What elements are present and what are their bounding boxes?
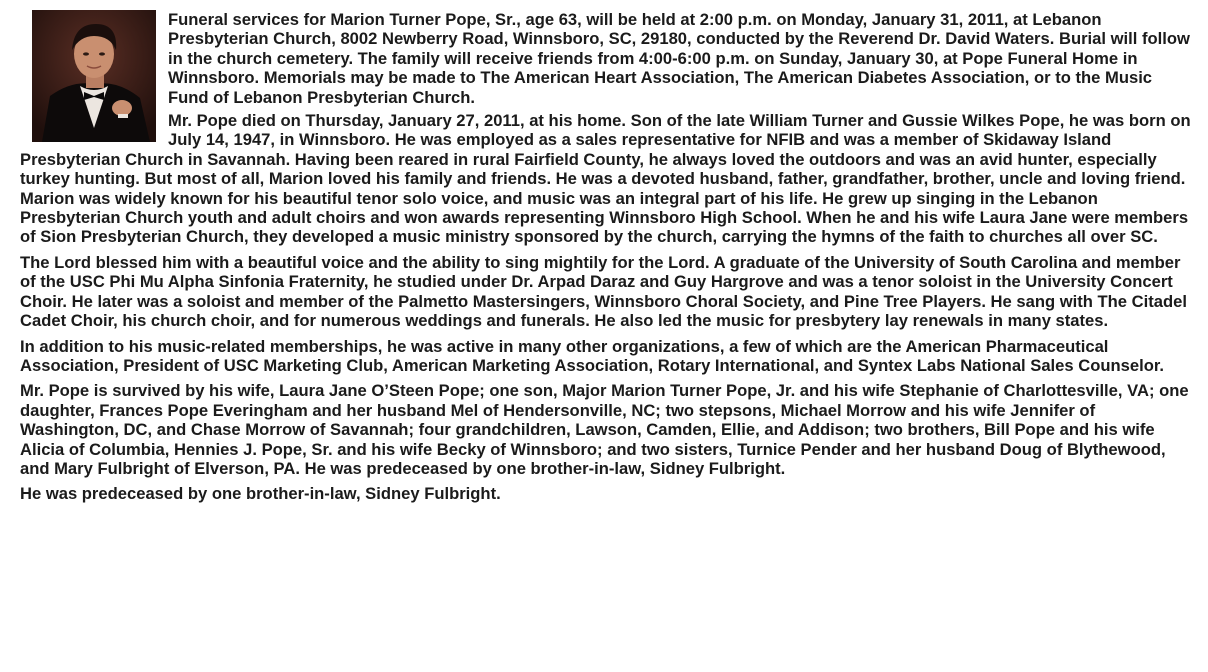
paragraph-music: The Lord blessed him with a beautiful voice and the ability to sing mightily for the Lord. A graduate of the University of South Carolina and member of the USC Phi Mu Alpha Sinfonia Fraternity, he studied under Dr. Arpad Daraz and Guy Hargrove and was a tenor soloist in the University Concert Choir. He later was a soloist and member of the Palmetto Mastersingers, Winnsboro Choral Society, and Pine Tree Players. He sang with The Citadel Cadet Choir, his church choir, and for numerous weddings and funerals. He also led the music for presbytery lay renewals in many states.	[20, 252, 1187, 331]
paragraph-memberships: In addition to his music-related memberships, he was active in many other organizations, a few of which are the American Pharmaceutical Association, President of USC Marketing Club, American Marketing Association, Rotary International, and Syntex Labs National Sales Counselor.	[20, 336, 1164, 375]
paragraph-funeral-services: Funeral services for Marion Turner Pope, Sr., age 63, will be held at 2:00 p.m. on Monday, January 31, 2011, at Lebanon Presbyterian Church, 8002 Newberry Road, Winnsboro, SC, 29180, conducted by the Reverend Dr. David Waters. Burial will follow in the church cemetery. The family will receive friends from 4:00-6:00 p.m. on Sunday, January 30, at Pope Funeral Home in Winnsboro. Memorials may be made to The American Heart Association, The American Diabetes Association, or to the Music Fund of Lebanon Presbyterian Church.	[168, 10, 1190, 107]
portrait-icon	[32, 10, 156, 142]
paragraph-predeceased: He was predeceased by one brother-in-law, Sidney Fulbright.	[20, 484, 501, 504]
paragraph-survivors: Mr. Pope is survived by his wife, Laura Jane O’Steen Pope; one son, Major Marion Turner Pope, Jr. and his wife Stephanie of Charlottesville, VA; one daughter, Frances Pope Everingham and her husband Mel of Hendersonville, NC; two stepsons, Michael Morrow and his wife Jennifer of Washington, DC, and Chase Morrow of Savannah; four grandchildren, Lawson, Camden, Ellie, and Addison; two brothers, Bill Pope and his wife Alicia of Columbia, Hennies J. Pope, Sr. and his wife Becky of Winnsboro; and two sisters, Turnice Pender and her husband Doug of Blythewood, and Mary Fulbright of Elverson, PA. He was predeceased by one brother-in-law, Sidney Fulbright.	[20, 381, 1189, 478]
paragraph-biography: Mr. Pope died on Thursday, January 27, 2011, at his home. Son of the late William Turner and Gussie Wilkes Pope, he was born on July 14, 1947, in Winnsboro. He was employed as a sales representative for NFIB and was a member of Skidaway Island Presbyterian Church in Savannah. Having been reared in rural Fairfield County, he always loved the outdoors and was an avid hunter, especially turkey hunting. But most of all, Marion loved his family and friends. He was a devoted husband, father, grandfather, brother, uncle and loving friend. Marion was widely known for his beautiful tenor solo voice, and music was an integral part of his life. He grew up singing in the Lebanon Presbyterian Church youth and adult choirs and won awards representing Winnsboro High School. When he and his wife Laura Jane were members of Sion Presbyterian Church, they developed a music ministry sponsored by the church, carrying the hymns of the faith to churches all over SC.	[20, 111, 1191, 247]
portrait-photo	[32, 10, 156, 142]
